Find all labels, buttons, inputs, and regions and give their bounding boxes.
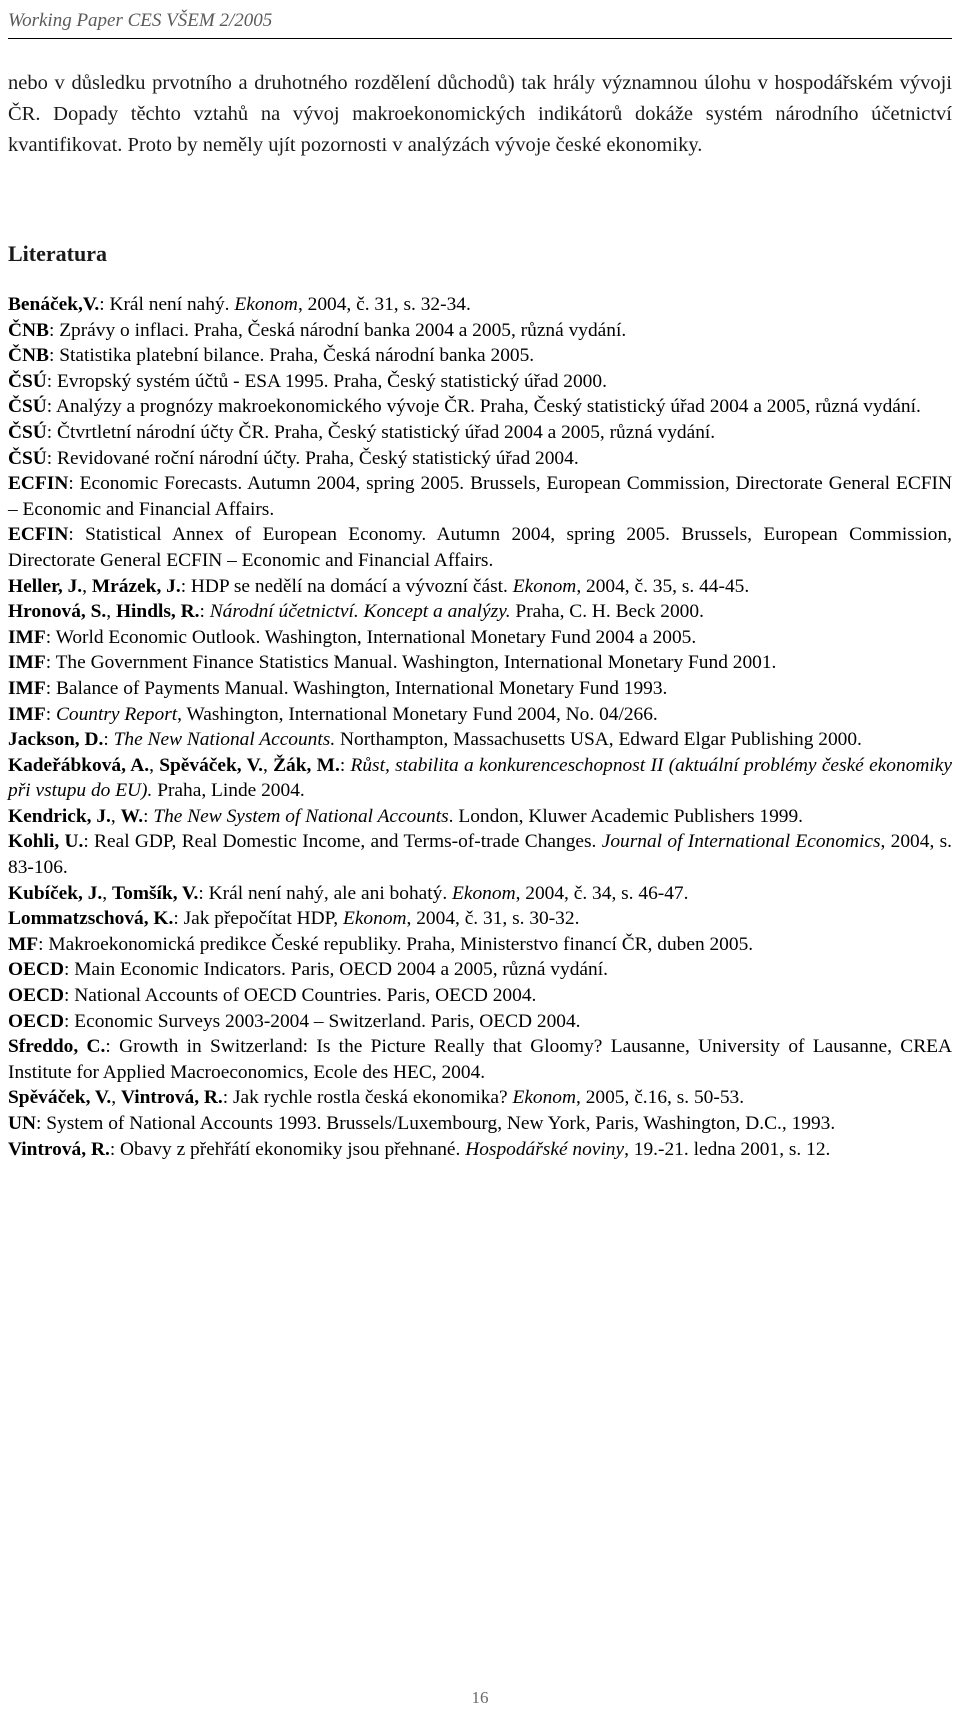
reference-author: Kohli, U.	[8, 831, 84, 853]
reference-entry	[8, 522, 952, 573]
reference-entry	[8, 804, 952, 830]
reference-entry	[8, 420, 952, 446]
reference-author: Kendrick, J.	[8, 805, 111, 827]
reference-entry	[8, 625, 952, 651]
reference-author: ČSÚ	[8, 370, 47, 392]
page-number: 16	[471, 1688, 489, 1707]
reference-text: : Statistika platební bilance. Praha, Česká národní banka 2005.	[48, 345, 535, 367]
reference-entry	[8, 574, 952, 600]
reference-author: ECFIN	[8, 473, 69, 495]
reference-text: : Economic Surveys 2003-2004 – Switzerland. Paris, OECD 2004.	[64, 1010, 581, 1032]
reference-text: . London, Kluwer Academic Publishers 1999.	[448, 805, 804, 827]
reference-author: ČSÚ	[8, 447, 47, 469]
reference-text: ,	[110, 805, 121, 827]
reference-title: Národní účetnictví. Koncept a analýzy.	[209, 601, 511, 623]
reference-author: Vintrová, R.	[8, 1138, 110, 1160]
reference-author: Kubíček, J.	[8, 882, 103, 904]
reference-author: IMF	[8, 626, 46, 648]
reference-text: :	[143, 805, 154, 827]
reference-text: :	[103, 729, 114, 751]
reference-title: Růst, stabilita a konkurenceschopnost II (aktuální problémy české ekonomiky při vstupu do EU).	[8, 754, 952, 802]
reference-entry	[8, 957, 952, 983]
reference-entry	[8, 829, 952, 880]
reference-entry	[8, 394, 952, 420]
reference-author: Hronová, S.	[8, 601, 107, 623]
reference-entry	[8, 1034, 952, 1085]
reference-title: Journal of International Economics	[601, 831, 881, 853]
reference-author: Hindls, R.	[115, 601, 200, 623]
reference-text: : Growth in Switzerland: Is the Picture Really that Gloomy? Lausanne, University of Lausanne, CREA Institute for Applied Macroeconomics, Ecole des HEC, 2004.	[8, 1036, 952, 1083]
reference-text: : Statistical Annex of European Economy. Autumn 2004, spring 2005. Brussels, European Commission, Directorate General ECFIN – Economic and Financial Affairs.	[8, 524, 952, 571]
reference-title: Country Report	[55, 703, 178, 725]
reference-author: ČSÚ	[8, 396, 47, 418]
reference-author: Jackson, D.	[8, 729, 104, 751]
reference-author: IMF	[8, 652, 46, 674]
reference-text: , 2004, č. 31, s. 32-34.	[297, 294, 471, 315]
reference-entry	[8, 702, 952, 728]
reference-author: Lommatzschová, K.	[8, 908, 174, 930]
reference-text: ,	[262, 754, 274, 776]
running-header	[8, 4, 952, 39]
reference-text: : Král není nahý, ale ani bohatý.	[198, 882, 453, 904]
reference-text: : National Accounts of OECD Countries. Paris, OECD 2004.	[64, 985, 537, 1007]
reference-text: ,	[149, 754, 160, 776]
reference-text: : Real GDP, Real Domestic Income, and Terms-of-trade Changes.	[83, 831, 602, 853]
reference-text: , 19.-21. ledna 2001, s. 12.	[624, 1138, 831, 1160]
reference-entry	[8, 881, 952, 907]
reference-text: : Analýzy a prognózy makroekonomického vývoje ČR. Praha, Český statistický úřad 2004 a 2005, různá vydání.	[46, 396, 921, 418]
reference-text: , 2004, č. 31, s. 30-32.	[406, 908, 580, 930]
reference-text: : Čtvrtletní národní účty ČR. Praha, Český statistický úřad 2004 a 2005, různá vydání.	[46, 421, 716, 443]
reference-text: : Jak přepočítat HDP,	[173, 908, 343, 930]
reference-text: :	[45, 703, 56, 725]
reference-title: The New National Accounts.	[113, 729, 336, 751]
reference-author: ČSÚ	[8, 421, 47, 443]
reference-author: Heller, J.	[8, 575, 83, 597]
reference-text: Praha, C. H. Beck 2000.	[510, 601, 704, 623]
reference-text: : Zprávy o inflaci. Praha, Česká národní banka 2004 a 2005, různá vydání.	[48, 319, 627, 341]
reference-text: : Economic Forecasts. Autumn 2004, spring 2005. Brussels, European Commission, Directorate General ECFIN – Economic and Financial Affairs.	[8, 473, 952, 520]
reference-text: , 2005, č.16, s. 50-53.	[576, 1087, 745, 1109]
reference-title: The New System of National Accounts	[153, 805, 449, 827]
reference-title: Ekonom	[512, 1087, 577, 1109]
reference-author: IMF	[8, 677, 46, 699]
reference-text: , Washington, International Monetary Fund 2004, No. 04/266.	[177, 703, 658, 725]
reference-text: : Makroekonomická predikce České republiky. Praha, Ministerstvo financí ČR, duben 2005.	[38, 933, 754, 955]
reference-text: : Revidované roční národní účty. Praha, Český statistický úřad 2004.	[46, 447, 579, 469]
reference-entry	[8, 1137, 952, 1163]
reference-text: : Evropský systém účtů - ESA 1995. Praha, Český statistický úřad 2000.	[46, 370, 607, 392]
reference-author: UN	[8, 1113, 37, 1134]
reference-entry	[8, 599, 952, 625]
reference-text: :	[339, 754, 351, 776]
reference-text: , 2004, s. 83-106.	[8, 831, 953, 879]
reference-entry	[8, 650, 952, 676]
reference-text: :	[199, 601, 210, 623]
reference-text: ,	[82, 575, 92, 597]
reference-title: Ekonom	[452, 882, 516, 904]
reference-list	[8, 292, 952, 1162]
reference-entry	[8, 471, 952, 522]
reference-text: , 2004, č. 34, s. 46-47.	[515, 882, 689, 904]
reference-entry	[8, 932, 952, 958]
reference-text: : System of National Accounts 1993. Brussels/Luxembourg, New York, Paris, Washington, D.C., 1993.	[36, 1113, 836, 1134]
reference-entry	[8, 343, 952, 369]
reference-author: W.	[120, 805, 144, 827]
reference-author: OECD	[8, 1010, 65, 1032]
reference-author: Vintrová, R.	[120, 1087, 223, 1109]
reference-author: Spěváček, V.	[8, 1087, 112, 1109]
section-heading: Literatura	[8, 241, 107, 266]
reference-entry	[8, 369, 952, 395]
reference-text: Northampton, Massachusetts USA, Edward Elgar Publishing 2000.	[335, 729, 862, 751]
reference-entry	[8, 446, 952, 472]
reference-entry	[8, 1111, 952, 1137]
reference-text: : World Economic Outlook. Washington, International Monetary Fund 2004 a 2005.	[45, 626, 697, 648]
reference-entry	[8, 727, 952, 753]
reference-title: Ekonom	[234, 294, 298, 315]
reference-text: : Jak rychle rostla česká ekonomika?	[222, 1087, 513, 1109]
reference-author: Spěváček, V.	[159, 754, 263, 776]
reference-author: OECD	[8, 959, 65, 981]
reference-entry	[8, 983, 952, 1009]
reference-author: Tomšík, V.	[111, 882, 199, 904]
reference-author: ECFIN	[8, 524, 69, 546]
reference-author: IMF	[8, 703, 46, 725]
reference-text: ,	[111, 1087, 121, 1109]
reference-entry	[8, 676, 952, 702]
reference-entry	[8, 318, 952, 344]
reference-entry	[8, 1009, 952, 1035]
reference-text: : Balance of Payments Manual. Washington, International Monetary Fund 1993.	[45, 677, 668, 699]
reference-author: Benáček,V.	[8, 294, 100, 315]
running-header-title: Working Paper CES VŠEM 2/2005	[8, 10, 273, 31]
reference-author: ČNB	[8, 345, 49, 367]
reference-author: Sfreddo, C.	[8, 1036, 106, 1058]
reference-text: : Main Economic Indicators. Paris, OECD 2004 a 2005, různá vydání.	[64, 959, 608, 981]
reference-author: ČNB	[8, 319, 49, 341]
reference-text: , 2004, č. 35, s. 44-45.	[576, 575, 750, 597]
reference-entry	[8, 753, 952, 804]
reference-title: Hospodářské noviny	[465, 1138, 625, 1160]
intro-paragraph: nebo v důsledku prvotního a druhotného rozdělení důchodů) tak hrály významnou úlohu v hospodářském vývoji ČR. Dopady těchto vztahů na vývoj makroekonomických indikátorů dokáže systém národního účetnictví kvantifikovat. Proto by neměly ujít pozornosti v analýzách vývoje české ekonomiky.	[8, 72, 952, 156]
reference-title: Ekonom	[512, 575, 577, 597]
reference-text: : Obavy z přehřátí ekonomiky jsou přehnané.	[109, 1138, 466, 1160]
reference-text: : Král není nahý.	[99, 294, 235, 315]
reference-text: ,	[106, 601, 116, 623]
reference-author: MF	[8, 933, 39, 955]
reference-entry	[8, 1085, 952, 1111]
reference-entry	[8, 906, 952, 932]
reference-author: Mrázek, J.	[91, 575, 181, 597]
reference-text: Praha, Linde 2004.	[152, 780, 305, 802]
reference-text: : The Government Finance Statistics Manual. Washington, International Monetary Fund 2001.	[45, 652, 777, 674]
reference-entry	[8, 292, 952, 318]
reference-text: ,	[102, 882, 112, 904]
reference-author: Žák, M.	[273, 754, 340, 776]
reference-text: : HDP se nedělí na domácí a vývozní část.	[180, 575, 513, 597]
reference-author: Kadeřábková, A.	[8, 754, 150, 776]
reference-author: OECD	[8, 985, 65, 1007]
reference-title: Ekonom	[342, 908, 407, 930]
